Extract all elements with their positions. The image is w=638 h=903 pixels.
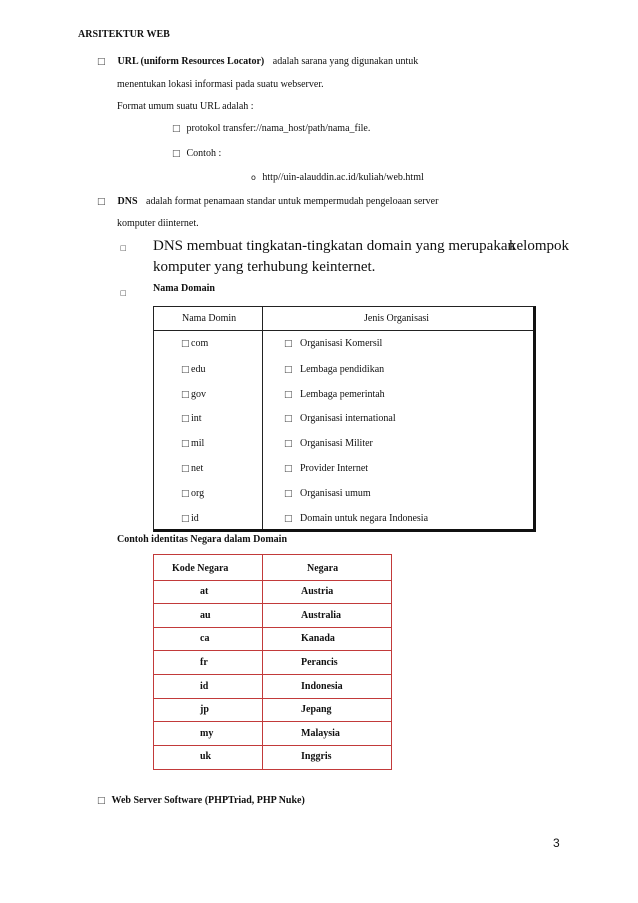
dns-term: DNS	[117, 196, 138, 207]
country-code: ca	[200, 633, 210, 644]
domain-type: Organisasi umum	[300, 488, 371, 499]
row-divider	[154, 674, 391, 675]
box-bullet-icon: □	[284, 339, 293, 349]
domain-code: int	[191, 413, 202, 424]
box-bullet-icon: □	[284, 365, 293, 375]
country-name: Indonesia	[301, 681, 343, 692]
domain-table-header-type: Jenis Organisasi	[364, 313, 430, 324]
column-divider	[262, 555, 263, 769]
table-row	[154, 364, 533, 380]
box-bullet-icon: □	[181, 339, 190, 349]
country-code: au	[200, 610, 211, 621]
table-row	[154, 413, 533, 429]
country-name: Austria	[301, 586, 334, 597]
dns-definition: adalah format penamaan standar untuk mempermudah pengeloaan server	[146, 196, 439, 207]
table-row	[154, 389, 533, 405]
domain-type: Lembaga pendidikan	[300, 364, 385, 375]
country-table	[153, 554, 392, 770]
domain-type: Organisasi Militer	[300, 438, 373, 449]
box-bullet-icon: □	[97, 796, 106, 806]
box-bullet-icon: □	[284, 414, 293, 424]
url-format-item	[172, 123, 370, 134]
dns-big-line1-right: kelompok	[509, 238, 569, 254]
web-server-text: Web Server Software (PHPTriad, PHP Nuke)	[111, 795, 305, 806]
circle-bullet-icon: o	[251, 173, 256, 182]
country-code: my	[200, 728, 214, 739]
dns-big-line1: DNS membuat tingkatan-tingkatan domain yang merupakan	[153, 238, 515, 254]
url-definition: adalah sarana yang digunakan untuk	[272, 56, 419, 67]
url-example-label-text: Contoh :	[186, 148, 222, 159]
url-example-label	[172, 148, 221, 159]
box-bullet-icon: □	[284, 390, 293, 400]
row-divider	[154, 627, 391, 628]
box-bullet-icon: □	[284, 464, 293, 474]
domain-type: Organisasi Komersil	[300, 338, 383, 349]
country-code: jp	[200, 704, 209, 715]
box-bullet-icon: □	[120, 244, 127, 252]
country-name: Malaysia	[301, 728, 340, 739]
url-example-text: http//uin-alauddin.ac.id/kuliah/web.html	[262, 172, 424, 183]
table-row	[154, 463, 533, 479]
web-server-line	[97, 795, 305, 806]
row-divider	[154, 745, 391, 746]
box-bullet-icon: □	[284, 439, 293, 449]
box-bullet-icon: □	[97, 57, 106, 67]
url-paragraph-line2: menentukan lokasi informasi pada suatu webserver.	[117, 79, 324, 90]
country-name: Jepang	[301, 704, 332, 715]
country-table-caption: Contoh identitas Negara dalam Domain	[117, 534, 288, 545]
country-code: uk	[200, 751, 212, 762]
box-bullet-icon: □	[181, 414, 190, 424]
url-format-label: Format umum suatu URL adalah :	[117, 101, 254, 112]
domain-type: Domain untuk negara Indonesia	[300, 513, 429, 524]
url-format-text: protokol transfer://nama_host/path/nama_file.	[186, 123, 371, 134]
table-row	[154, 438, 533, 454]
country-name: Inggris	[301, 751, 332, 762]
dns-big-line2: komputer yang terhubung keinternet.	[153, 259, 376, 275]
dns-paragraph-line1	[97, 196, 438, 207]
box-bullet-icon: □	[181, 439, 190, 449]
box-bullet-icon: □	[172, 149, 181, 159]
domain-table-header-name: Nama Domin	[182, 313, 237, 324]
url-term: URL (uniform Resources Locator)	[117, 56, 265, 67]
box-bullet-icon: □	[181, 464, 190, 474]
domain-code: org	[191, 488, 205, 499]
domain-code: edu	[191, 364, 206, 375]
box-bullet-icon: □	[284, 514, 293, 524]
table-row	[154, 338, 533, 354]
domain-code: gov	[191, 389, 206, 400]
table-row	[154, 488, 533, 504]
box-bullet-icon: □	[284, 489, 293, 499]
box-bullet-icon: □	[181, 390, 190, 400]
header-divider	[154, 330, 533, 331]
row-divider	[154, 698, 391, 699]
domain-code: id	[191, 513, 199, 524]
country-code: fr	[200, 657, 208, 668]
dns-paragraph-line2: komputer diinternet.	[117, 218, 199, 229]
box-bullet-icon: □	[172, 124, 181, 134]
country-name: Perancis	[301, 657, 338, 668]
country-table-header-country: Negara	[307, 563, 339, 574]
domain-code: net	[191, 463, 204, 474]
box-bullet-icon: □	[181, 514, 190, 524]
country-name: Kanada	[301, 633, 335, 644]
table-row	[154, 513, 533, 529]
domain-table	[153, 306, 536, 532]
country-name: Australia	[301, 610, 341, 621]
country-code: at	[200, 586, 209, 597]
country-table-header-code: Kode Negara	[172, 563, 229, 574]
row-divider	[154, 650, 391, 651]
url-paragraph-line1	[97, 56, 418, 67]
nama-domain-label: Nama Domain	[153, 283, 215, 294]
domain-type: Organisasi international	[300, 413, 396, 424]
box-bullet-icon: □	[120, 289, 127, 297]
box-bullet-icon: □	[181, 365, 190, 375]
row-divider	[154, 580, 391, 581]
row-divider	[154, 603, 391, 604]
domain-code: mil	[191, 438, 205, 449]
box-bullet-icon: □	[181, 489, 190, 499]
row-divider	[154, 721, 391, 722]
url-example	[251, 172, 424, 183]
domain-type: Lembaga pemerintah	[300, 389, 385, 400]
country-code: id	[200, 681, 209, 692]
domain-type: Provider Internet	[300, 463, 369, 474]
page-header: ARSITEKTUR WEB	[78, 29, 170, 40]
page-number: 3	[553, 836, 560, 850]
box-bullet-icon: □	[97, 197, 106, 207]
domain-code: com	[191, 338, 209, 349]
